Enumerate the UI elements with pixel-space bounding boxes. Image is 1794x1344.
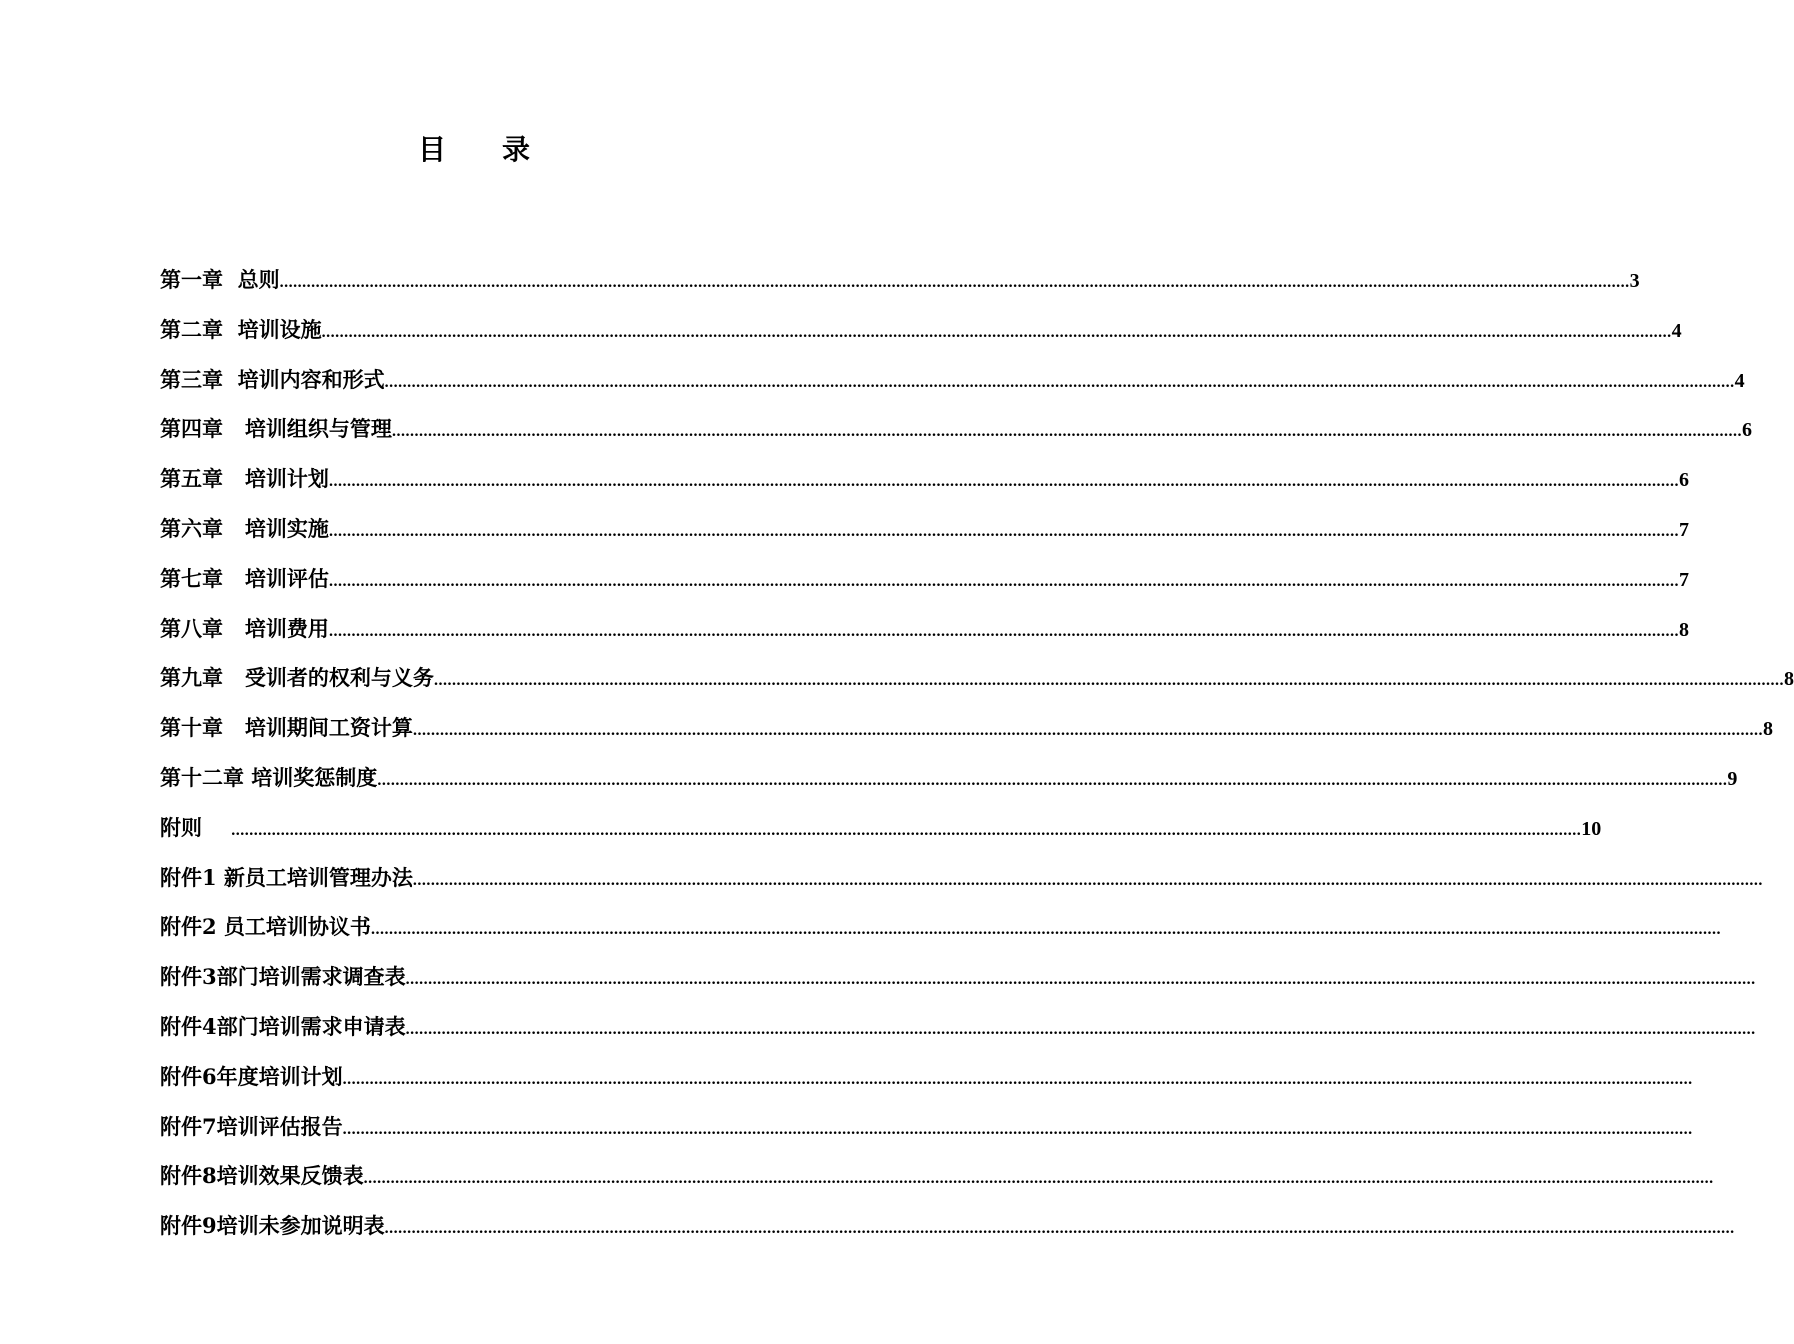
toc-dot-leader: ............................................................................................................................................................................................................................................................................................................ bbox=[279, 274, 1630, 291]
toc-entry-page-number: 6 bbox=[1741, 419, 1752, 442]
toc-dot-leader: ............................................................................................................................................................................................................................................................................................................ bbox=[363, 1170, 1714, 1188]
toc-dot-leader: ............................................................................................................................................................................................................................................................................................................ bbox=[384, 373, 1735, 391]
toc-dot-leader: ............................................................................................................................................................................................................................................................................................................ bbox=[384, 1220, 1735, 1238]
toc-dot-leader: ............................................................................................................................................................................................................................................................................................................ bbox=[328, 522, 1679, 540]
toc-entry-label: 附件3部门培训需求调查表 bbox=[160, 964, 406, 990]
toc-entry[interactable] bbox=[160, 753, 1738, 803]
toc-entry-label: 第七章 培训评估 bbox=[160, 565, 329, 591]
toc-entry-label: 第八章 培训费用 bbox=[160, 615, 329, 641]
toc-entry[interactable] bbox=[160, 404, 1752, 454]
toc-entry-label: 附则 bbox=[160, 814, 232, 840]
toc-dot-leader: ............................................................................................................................................................................................................................................................................................................ bbox=[377, 771, 1728, 789]
toc-entry[interactable] bbox=[160, 653, 1794, 703]
toc-entry[interactable] bbox=[160, 1002, 1756, 1052]
toc-dot-leader: ............................................................................................................................................................................................................................................................................................................ bbox=[405, 971, 1756, 989]
toc-entry-label: 附件8培训效果反馈表 bbox=[160, 1163, 364, 1189]
toc-entry[interactable] bbox=[160, 703, 1773, 753]
title-char-left: 目 bbox=[417, 133, 448, 166]
toc-entry[interactable] bbox=[160, 305, 1682, 355]
toc-entry-page-number: 7 bbox=[1678, 518, 1689, 541]
toc-entry-label: 第六章 培训实施 bbox=[160, 515, 329, 541]
toc-entry[interactable] bbox=[160, 902, 1721, 952]
toc-entry-page-number: 7 bbox=[1678, 568, 1689, 591]
toc-entry-label: 第一章 总则 bbox=[160, 267, 280, 292]
toc-list bbox=[160, 255, 1794, 1251]
toc-dot-leader: ............................................................................................................................................................................................................................................................................................................ bbox=[328, 473, 1679, 491]
toc-entry[interactable] bbox=[160, 504, 1689, 554]
toc-entry-page-number: 6 bbox=[1678, 469, 1689, 492]
toc-entry-label: 第三章 培训内容和形式 bbox=[160, 366, 385, 392]
toc-entry-label: 附件2 员工培训协议书 bbox=[160, 914, 371, 940]
toc-entry[interactable] bbox=[160, 604, 1689, 654]
toc-entry[interactable] bbox=[160, 1052, 1693, 1102]
toc-entry[interactable] bbox=[160, 952, 1756, 1002]
toc-entry-label: 第九章 受训者的权利与义务 bbox=[160, 665, 434, 691]
toc-entry-page-number: 4 bbox=[1734, 369, 1745, 392]
toc-dot-leader: ............................................................................................................................................................................................................................................................................................................ bbox=[405, 1020, 1756, 1038]
toc-entry-page-number: 9 bbox=[1727, 767, 1738, 790]
toc-dot-leader: ............................................................................................................................................................................................................................................................................................................ bbox=[231, 821, 1582, 839]
toc-dot-leader: ............................................................................................................................................................................................................................................................................................................ bbox=[342, 1120, 1693, 1138]
toc-entry-label: 附件1 新员工培训管理办法 bbox=[160, 864, 413, 890]
toc-entry-label: 第五章 培训计划 bbox=[160, 466, 329, 492]
toc-dot-leader: ............................................................................................................................................................................................................................................................................................................ bbox=[328, 572, 1679, 590]
toc-entry-page-number: 4 bbox=[1671, 319, 1682, 342]
toc-dot-leader: ............................................................................................................................................................................................................................................................................................................ bbox=[321, 323, 1672, 341]
toc-entry[interactable] bbox=[160, 803, 1602, 853]
toc-entry-page-number: 8 bbox=[1762, 718, 1773, 741]
toc-entry-label: 第二章 培训设施 bbox=[160, 316, 322, 342]
toc-entry[interactable] bbox=[160, 554, 1689, 604]
toc-entry[interactable] bbox=[160, 255, 1640, 305]
toc-entry[interactable] bbox=[160, 1201, 1735, 1251]
toc-entry-page-number: 3 bbox=[1629, 270, 1640, 292]
toc-entry[interactable] bbox=[160, 1151, 1714, 1201]
toc-entry-label: 附件9培训未参加说明表 bbox=[160, 1213, 385, 1239]
toc-dot-leader: ............................................................................................................................................................................................................................................................................................................ bbox=[433, 672, 1784, 690]
toc-entry-page-number: 8 bbox=[1783, 668, 1794, 691]
toc-dot-leader: ............................................................................................................................................................................................................................................................................................................ bbox=[412, 722, 1763, 740]
toc-dot-leader: ............................................................................................................................................................................................................................................................................................................ bbox=[370, 921, 1721, 939]
toc-entry[interactable] bbox=[160, 1102, 1693, 1152]
toc-entry-page-number: 10 bbox=[1581, 817, 1602, 840]
toc-entry[interactable] bbox=[160, 454, 1689, 504]
toc-entry-label: 附件6年度培训计划 bbox=[160, 1063, 343, 1089]
toc-entry[interactable] bbox=[160, 853, 1763, 903]
toc-entry-page-number: 8 bbox=[1678, 618, 1689, 641]
page-title bbox=[0, 128, 950, 168]
toc-entry[interactable] bbox=[160, 355, 1745, 405]
title-char-right: 录 bbox=[502, 133, 533, 166]
toc-dot-leader: ............................................................................................................................................................................................................................................................................................................ bbox=[391, 423, 1742, 441]
toc-entry-label: 附件7培训评估报告 bbox=[160, 1113, 343, 1139]
toc-entry-label: 第四章 培训组织与管理 bbox=[160, 416, 392, 442]
toc-entry-label: 第十章 培训期间工资计算 bbox=[160, 715, 413, 741]
toc-entry-label: 第十二章 培训奖惩制度 bbox=[160, 764, 378, 790]
toc-dot-leader: ............................................................................................................................................................................................................................................................................................................ bbox=[328, 622, 1679, 640]
toc-dot-leader: ............................................................................................................................................................................................................................................................................................................ bbox=[412, 871, 1763, 889]
toc-dot-leader: ............................................................................................................................................................................................................................................................................................................ bbox=[342, 1070, 1693, 1088]
toc-entry-label: 附件4部门培训需求申请表 bbox=[160, 1013, 406, 1039]
